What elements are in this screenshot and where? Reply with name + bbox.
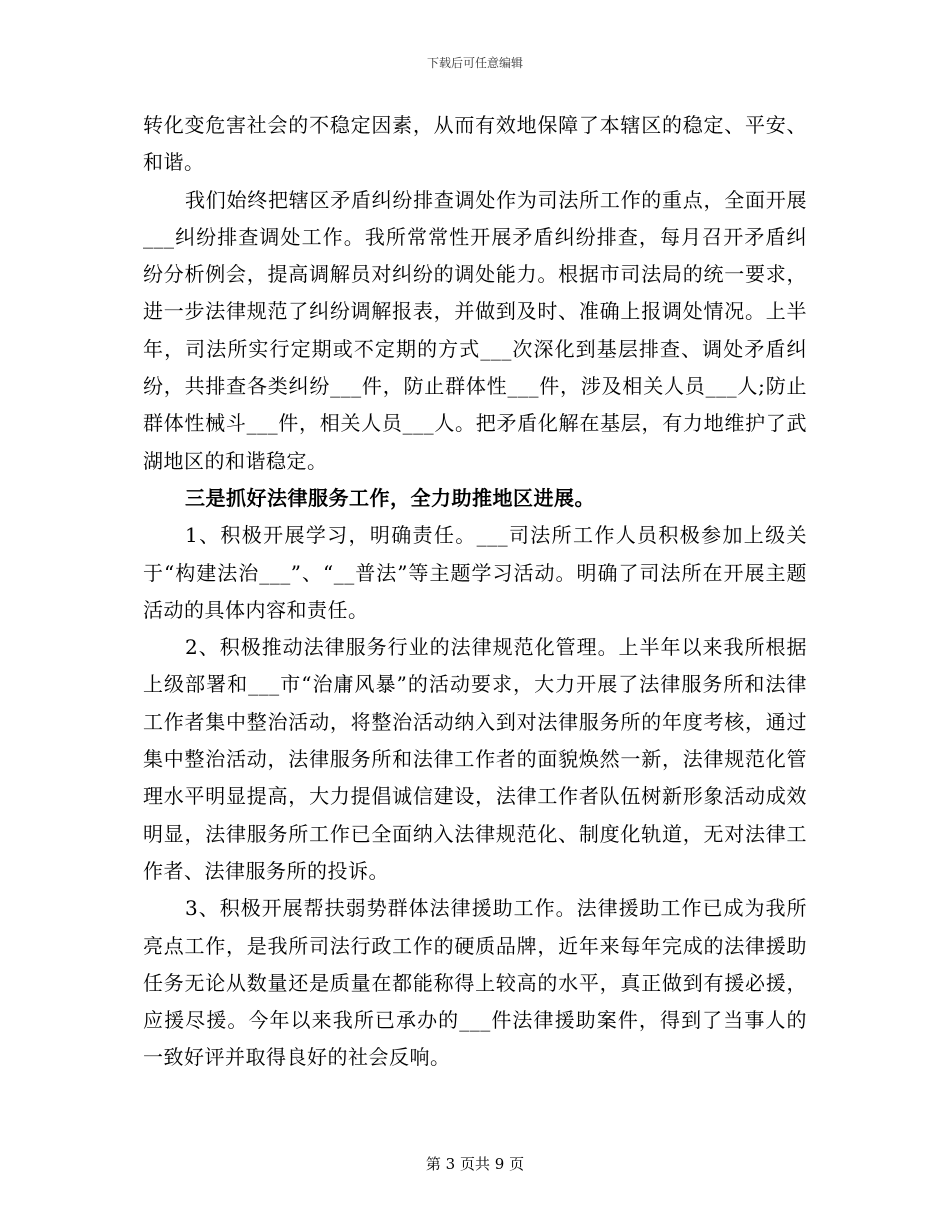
page-number-footer: 第 3 页共 9 页 [425,1155,525,1173]
paragraph-item-1: 1、积极开展学习，明确责任。___司法所工作人员积极参加上级关于“构建法治___”、“__普法”等主题学习活动。明确了司法所在开展主题活动的具体内容和责任。 [143,523,807,622]
paragraph-dispute-mediation: 我们始终把辖区矛盾纠纷排查调处作为司法所工作的重点，全面开展___纠纷排查调处工作。我所常常性开展矛盾纠纷排查，每月召开矛盾纠纷分析例会，提高调解员对纠纷的调处能力。根据市司法局的统一要求，进一步法律规范了纠纷调解报表，并做到及时、准确上报调处情况。上半年，司法所实行定期或不定期的方式___次深化到基层排查、调处矛盾纠纷，共排查各类纠纷___件，防止群体性___件，涉及相关人员___人;防止群体性械斗___件，相关人员___人。把矛盾化解在基层，有力地维护了武湖地区的和谐稳定。 [143,187,807,473]
paragraph-item-2: 2、积极推动法律服务行业的法律规范化管理。上半年以来我所根据上级部署和___市“治庸风暴”的活动要求，大力开展了法律服务所和法律工作者集中整治活动，将整治活动纳入到对法律服务所的年度考核，通过集中整治活动，法律服务所和法律工作者的面貌焕然一新，法律规范化管理水平明显提高，大力提倡诚信建设，法律工作者队伍树新形象活动成效明显，法律服务所工作已全面纳入法律规范化、制度化轨道，无对法律工作者、法律服务所的投诉。 [143,635,807,883]
paragraph-continuation: 转化变危害社会的不稳定因素，从而有效地保障了本辖区的稳定、平安、和谐。 [143,113,807,175]
paragraph-item-3: 3、积极开展帮扶弱势群体法律援助工作。法律援助工作已成为我所亮点工作，是我所司法行政工作的硬质品牌，近年来每年完成的法律援助任务无论从数量还是质量在都能称得上较高的水平，真正做到有援必援，应援尽援。今年以来我所已承办的___件法律援助案件，得到了当事人的一致好评并取得良好的社会反响。 [143,896,807,1070]
document-body [143,107,807,1077]
page-header: 下载后可任意编辑 [426,56,523,70]
section-heading: 三是抓好法律服务工作，全力助推地区进展。 [185,485,595,510]
